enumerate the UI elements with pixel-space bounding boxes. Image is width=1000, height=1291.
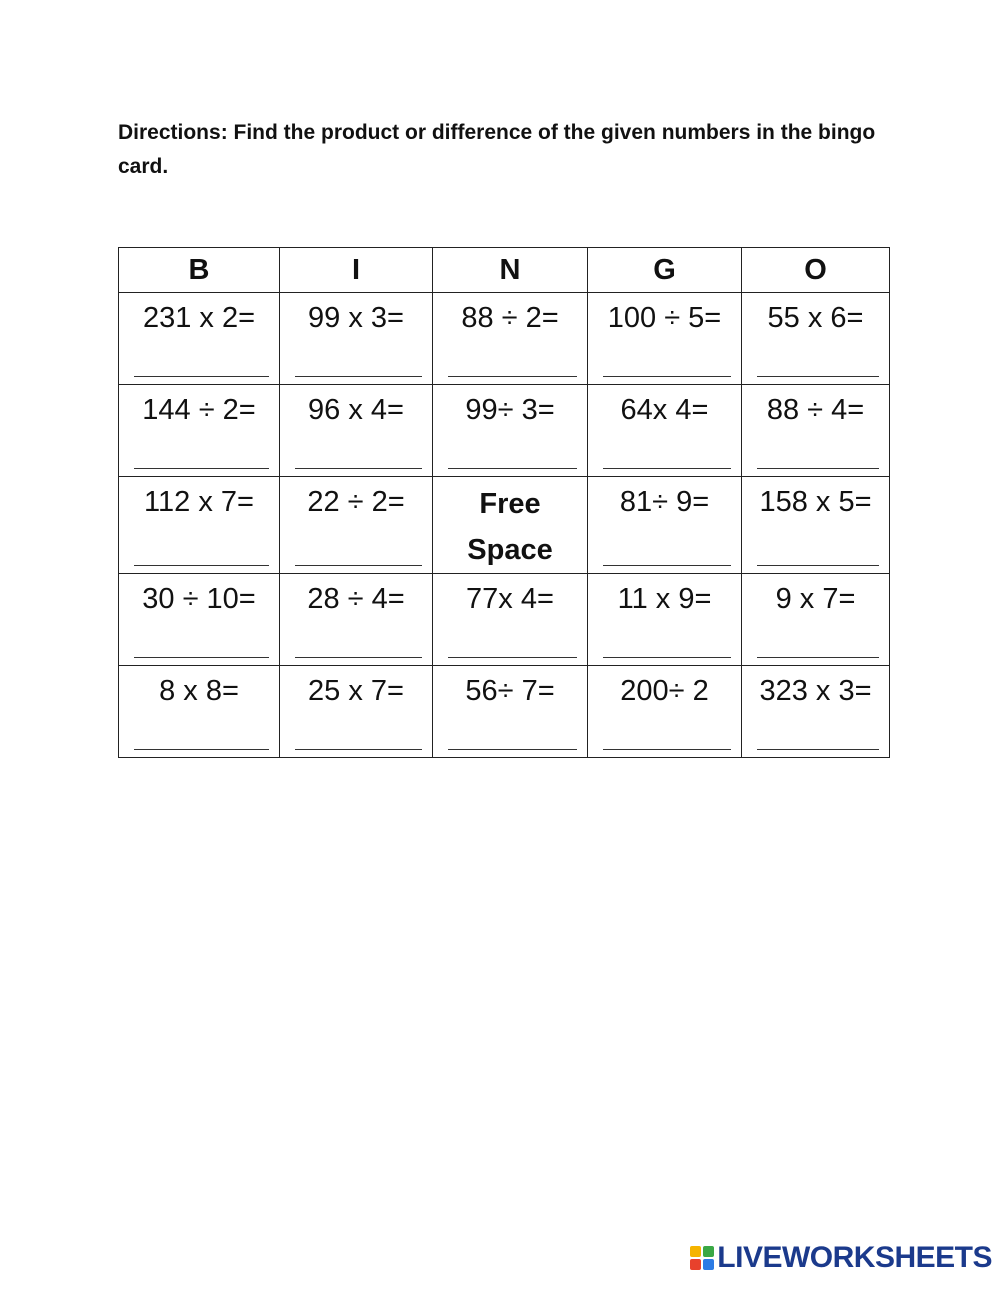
bingo-cell bbox=[742, 477, 890, 574]
answer-blank[interactable] bbox=[295, 565, 422, 566]
bingo-cell bbox=[588, 574, 742, 666]
column-header-o: O bbox=[742, 248, 890, 293]
answer-blank[interactable] bbox=[134, 468, 269, 469]
math-expression: 200÷ 2 bbox=[620, 675, 709, 707]
math-expression: 56÷ 7= bbox=[465, 675, 555, 707]
math-expression: 8 x 8= bbox=[159, 675, 239, 707]
math-expression: 96 x 4= bbox=[308, 394, 404, 426]
answer-blank[interactable] bbox=[134, 565, 269, 566]
free-space-label bbox=[433, 481, 587, 573]
math-expression: 9 x 7= bbox=[775, 583, 856, 615]
bingo-cell bbox=[119, 385, 280, 477]
bingo-cell bbox=[433, 574, 588, 666]
directions-text: Directions: Find the product or difference of the given numbers in the bingo card. bbox=[118, 121, 876, 178]
answer-blank[interactable] bbox=[295, 749, 422, 750]
bingo-cell bbox=[280, 477, 433, 574]
answer-blank[interactable] bbox=[448, 657, 577, 658]
free-space-cell bbox=[433, 477, 588, 574]
bingo-cell bbox=[119, 574, 280, 666]
answer-blank[interactable] bbox=[603, 657, 731, 658]
bingo-cell bbox=[742, 385, 890, 477]
math-expression: 64x 4= bbox=[620, 394, 709, 426]
bingo-cell bbox=[742, 574, 890, 666]
bingo-cell bbox=[280, 574, 433, 666]
logo-text: LIVEWORKSHEETS bbox=[717, 1241, 992, 1274]
math-expression: 55 x 6= bbox=[767, 302, 864, 334]
math-expression: 112 x 7= bbox=[144, 486, 254, 518]
math-expression: 99÷ 3= bbox=[465, 394, 555, 426]
math-expression: 88 ÷ 2= bbox=[461, 302, 559, 334]
bingo-cell bbox=[588, 385, 742, 477]
bingo-row bbox=[119, 477, 890, 574]
answer-blank[interactable] bbox=[603, 376, 731, 377]
bingo-cell bbox=[119, 477, 280, 574]
answer-blank[interactable] bbox=[448, 376, 577, 377]
bingo-cell bbox=[119, 666, 280, 758]
answer-blank[interactable] bbox=[757, 376, 879, 377]
bingo-cell bbox=[119, 293, 280, 385]
math-expression: 81÷ 9= bbox=[619, 486, 710, 518]
answer-blank[interactable] bbox=[448, 749, 577, 750]
bingo-cell bbox=[588, 666, 742, 758]
answer-blank[interactable] bbox=[295, 376, 422, 377]
answer-blank[interactable] bbox=[295, 657, 422, 658]
answer-blank[interactable] bbox=[134, 376, 269, 377]
bingo-cell bbox=[742, 293, 890, 385]
bingo-cell bbox=[280, 385, 433, 477]
bingo-card bbox=[118, 247, 890, 758]
bingo-cell bbox=[433, 666, 588, 758]
bingo-cell bbox=[742, 666, 890, 758]
math-expression: 231 x 2= bbox=[142, 302, 256, 334]
column-header-b: B bbox=[119, 248, 280, 293]
math-expression: 88 ÷ 4= bbox=[766, 394, 865, 426]
answer-blank[interactable] bbox=[295, 468, 422, 469]
answer-blank[interactable] bbox=[448, 468, 577, 469]
bingo-row bbox=[119, 293, 890, 385]
bingo-cell bbox=[433, 293, 588, 385]
answer-blank[interactable] bbox=[603, 468, 731, 469]
free-space-line-1: Free bbox=[479, 488, 541, 520]
answer-blank[interactable] bbox=[134, 657, 269, 658]
bingo-row bbox=[119, 574, 890, 666]
column-header-i: I bbox=[280, 248, 433, 293]
answer-blank[interactable] bbox=[757, 749, 879, 750]
math-expression: 323 x 3= bbox=[759, 675, 872, 707]
bingo-header-row bbox=[119, 248, 890, 293]
math-expression: 144 ÷ 2= bbox=[142, 394, 256, 426]
math-expression: 77x 4= bbox=[466, 583, 554, 615]
answer-blank[interactable] bbox=[134, 749, 269, 750]
answer-blank[interactable] bbox=[603, 749, 731, 750]
bingo-cell bbox=[588, 293, 742, 385]
column-header-n: N bbox=[433, 248, 588, 293]
math-expression: 22 ÷ 2= bbox=[307, 486, 405, 518]
math-expression: 158 x 5= bbox=[759, 486, 872, 518]
free-space-line-2: Space bbox=[467, 534, 553, 566]
bingo-cell bbox=[280, 666, 433, 758]
math-expression: 28 ÷ 4= bbox=[307, 583, 405, 615]
answer-blank[interactable] bbox=[757, 468, 879, 469]
answer-blank[interactable] bbox=[757, 657, 879, 658]
math-expression: 99 x 3= bbox=[308, 302, 404, 334]
bingo-row bbox=[119, 385, 890, 477]
logo-blocks-icon bbox=[690, 1246, 714, 1270]
bingo-cell bbox=[280, 293, 433, 385]
bingo-cell bbox=[588, 477, 742, 574]
math-expression: 100 ÷ 5= bbox=[607, 302, 722, 334]
math-expression: 11 x 9= bbox=[617, 583, 712, 615]
liveworksheets-logo bbox=[690, 1241, 992, 1275]
answer-blank[interactable] bbox=[757, 565, 879, 566]
answer-blank[interactable] bbox=[603, 565, 731, 566]
math-expression: 25 x 7= bbox=[308, 675, 404, 707]
column-header-g: G bbox=[588, 248, 742, 293]
math-expression: 30 ÷ 10= bbox=[142, 583, 256, 615]
bingo-row bbox=[119, 666, 890, 758]
bingo-cell bbox=[433, 385, 588, 477]
